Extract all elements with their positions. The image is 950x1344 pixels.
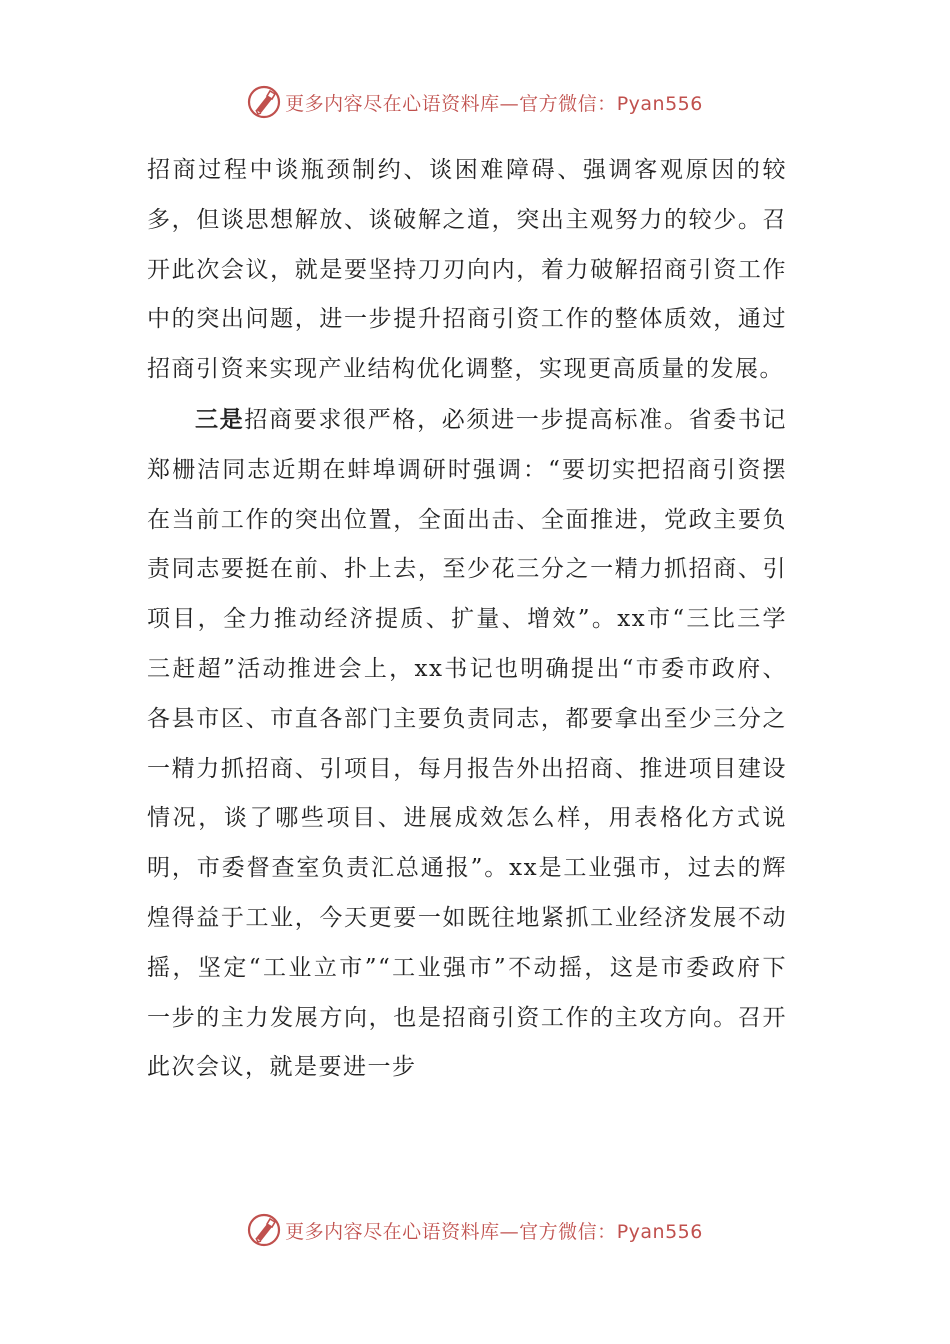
header-wechat-label: 官方微信： [519,92,617,115]
footer-banner [0,1210,950,1250]
header-promo-text [285,89,703,116]
footer-dash: — [499,1220,520,1243]
header-wechat-id: Pyan556 [616,92,703,115]
paragraph-2-text: 招商要求很严格，必须进一步提高标准。省委书记郑栅洁同志近期在蚌埠调研时强调：“要切实把招商引资摆在当前工作的突出位置，全面出击、全面推进，党政主要负责同志要挺在前、扑上去，至少花三分之一精力抓招商、引项目，全力推动经济提质、扩量、增效”。xx市“三比三学三赶超”活动推进会上，xx书记也明确提出“市委市政府、各县市区、市直各部门主要负责同志，都要拿出至少三分之一精力抓招商、引项目，每月报告外出招商、推进项目建设情况，谈了哪些项目、进展成效怎么样，用表格化方式说明，市委督查室负责汇总通报”。xx是工业强市，过去的辉煌得益于工业，今天更要一如既往地紧抓工业经济发展不动摇，坚定“工业立市”“工业强市”不动摇，这是市委政府下一步的主力发展方向，也是招商引资工作的主攻方向。召开此次会议，就是要进一步 [147,406,788,1081]
paragraph-2 [147,395,787,1093]
header-banner [0,82,950,122]
footer-promo-text [285,1217,703,1244]
header-promo: 更多内容尽在心语资料库 [285,92,500,115]
footer-wechat-id: Pyan556 [616,1220,703,1243]
paragraph-1: 招商过程中谈瓶颈制约、谈困难障碍、强调客观原因的较多，但谈思想解放、谈破解之道，突出主观努力的较少。召开此次会议，就是要坚持刀刃向内，着力破解招商引资工作中的突出问题，进一步提升招商引资工作的整体质效，通过招商引资来实现产业结构优化调整，实现更高质量的发展。 [147,157,787,383]
header-dash: — [499,92,520,115]
footer-wechat-label: 官方微信： [519,1220,617,1243]
paragraph-2-lead: 三是 [195,405,245,433]
footer-promo: 更多内容尽在心语资料库 [285,1220,500,1243]
document-body [147,146,787,1093]
pen-nib-logo-icon [247,85,281,119]
pen-nib-logo-icon [247,1213,281,1247]
